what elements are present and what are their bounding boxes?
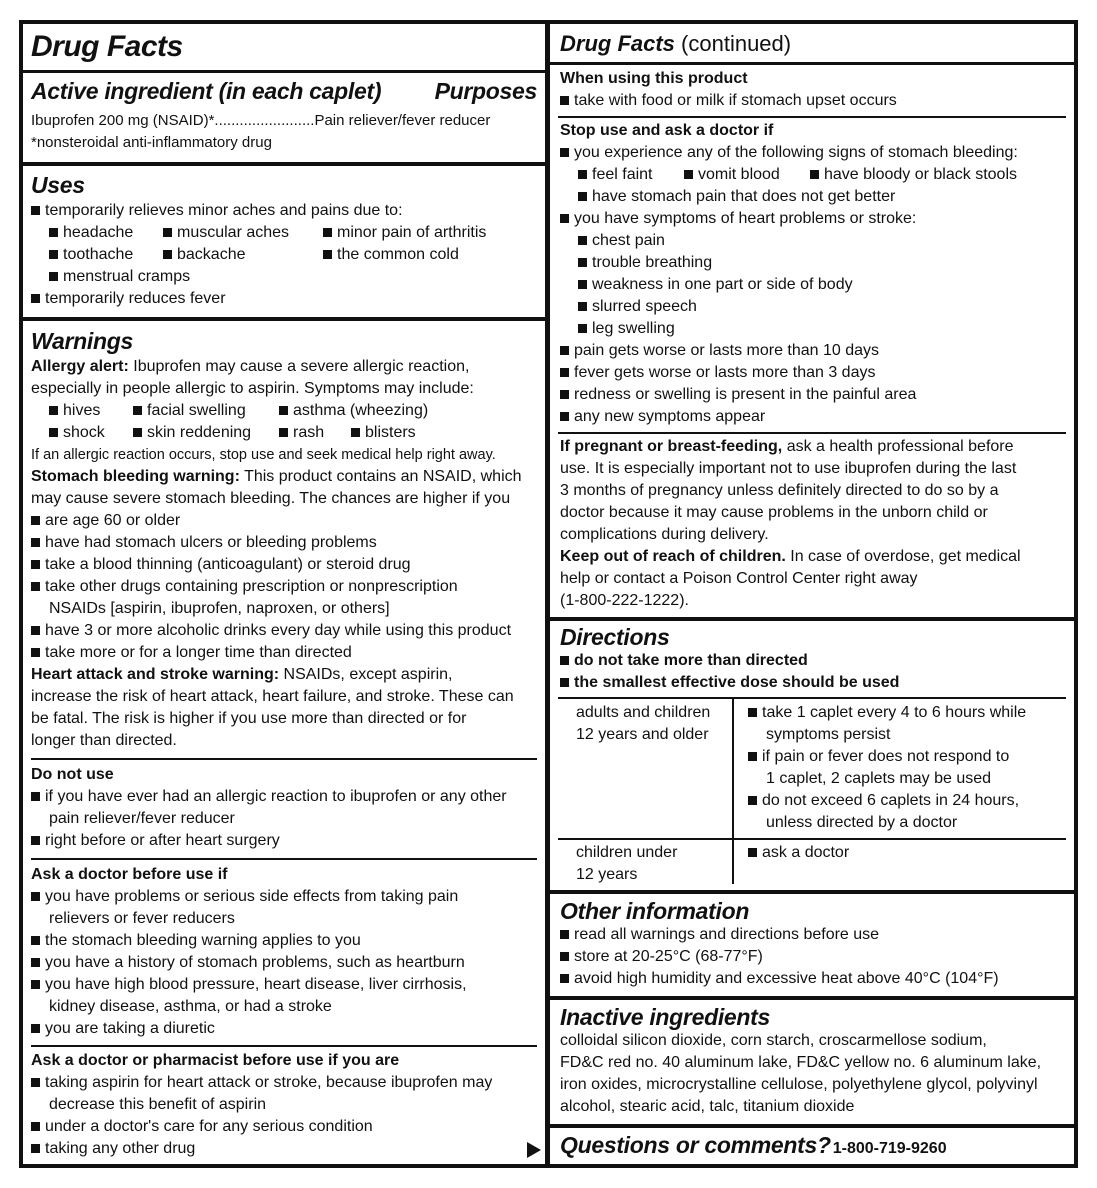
- dosage-instruction: take 1 caplet every 4 to 6 hours while: [748, 702, 1026, 724]
- stop-use-item: fever gets worse or lasts more than 3 days: [560, 362, 875, 384]
- heart-warning-line: longer than directed.: [31, 732, 177, 749]
- stop-use-sub-item: leg swelling: [578, 318, 675, 340]
- stop-use-item: redness or swelling is present in the painful area: [560, 384, 916, 406]
- uses-sub-item: minor pain of arthritis: [323, 222, 486, 244]
- pregnancy-line: If pregnant or breast-feeding, ask a health professional before: [560, 438, 1014, 455]
- divider: [550, 617, 1074, 621]
- divider: [23, 317, 545, 321]
- drug-facts-panel-right: [546, 20, 1078, 1168]
- uses-sub-item: the common cold: [323, 244, 459, 266]
- stop-use-item: you have symptoms of heart problems or stroke:: [560, 208, 916, 230]
- dosage-age-cell: 12 years and older: [576, 726, 709, 743]
- uses-sub-item: headache: [49, 222, 133, 244]
- divider: [550, 1124, 1074, 1128]
- stop-use-item: you experience any of the following signs of stomach bleeding:: [560, 142, 1018, 164]
- stop-use-sub-item: have stomach pain that does not get better: [578, 186, 895, 208]
- stomach-warning-line: may cause severe stomach bleeding. The chances are higher if you: [31, 490, 511, 507]
- allergy-alert-line: If an allergic reaction occurs, stop use and seek medical help right away.: [31, 447, 496, 463]
- allergy-alert-line: Allergy alert: Ibuprofen may cause a severe allergic reaction,: [31, 358, 470, 375]
- divider: [558, 432, 1066, 434]
- uses-sub-item: backache: [163, 244, 246, 266]
- active-ingredient-heading: Active ingredient (in each caplet): [31, 78, 382, 104]
- symptom-item: shock: [49, 422, 105, 444]
- stop-use-sub-item: vomit blood: [684, 164, 780, 186]
- ask-doctor-item: you are taking a diuretic: [31, 1018, 215, 1040]
- inactive-ingredients-line: colloidal silicon dioxide, corn starch, croscarmellose sodium,: [560, 1032, 987, 1049]
- divider: [23, 70, 545, 73]
- uses-item: temporarily relieves minor aches and pains due to:: [31, 200, 403, 222]
- other-info-heading: Other information: [560, 898, 750, 924]
- divider: [550, 890, 1074, 894]
- divider: [31, 858, 537, 860]
- stop-use-item: pain gets worse or lasts more than 10 days: [560, 340, 879, 362]
- stop-use-sub-item: trouble breathing: [578, 252, 712, 274]
- uses-heading: Uses: [31, 172, 85, 198]
- ask-pharmacist-item: taking aspirin for heart attack or stroke, because ibuprofen may: [31, 1072, 492, 1094]
- dosage-instruction: if pain or fever does not respond to: [748, 746, 1009, 768]
- allergy-alert-line: especially in people allergic to aspirin. Symptoms may include:: [31, 380, 474, 397]
- dosage-age-cell: 12 years: [576, 866, 638, 883]
- do-not-use-item: if you have ever had an allergic reaction to ibuprofen or any other: [31, 786, 507, 808]
- do-not-use-item-cont: pain reliever/fever reducer: [49, 810, 235, 827]
- symptom-item: blisters: [351, 422, 416, 444]
- stop-use-sub-item: slurred speech: [578, 296, 697, 318]
- keep-out-line: Keep out of reach of children. In case of overdose, get medical: [560, 548, 1021, 565]
- uses-item: temporarily reduces fever: [31, 288, 226, 310]
- dosage-instruction: ask a doctor: [748, 842, 849, 864]
- warnings-heading: Warnings: [31, 328, 133, 354]
- heart-warning-line: Heart attack and stroke warning: NSAIDs, except aspirin,: [31, 666, 453, 683]
- drug-facts-title: Drug Facts: [31, 30, 183, 63]
- divider: [23, 162, 545, 166]
- pregnancy-line: complications during delivery.: [560, 526, 769, 543]
- when-using-heading: When using this product: [560, 70, 748, 87]
- dosage-instruction: do not exceed 6 caplets in 24 hours,: [748, 790, 1019, 812]
- ingredient-line: Ibuprofen 200 mg (NSAID)*........................Pain reliever/fever reducer: [31, 112, 491, 129]
- directions-bullet: do not take more than directed: [560, 650, 808, 672]
- other-info-item: avoid high humidity and excessive heat above 40°C (104°F): [560, 968, 999, 990]
- dosage-age-cell: children under: [576, 844, 678, 861]
- ask-pharmacist-heading: Ask a doctor or pharmacist before use if you are: [31, 1052, 400, 1069]
- divider: [31, 1045, 537, 1047]
- ask-doctor-item: the stomach bleeding warning applies to you: [31, 930, 361, 952]
- drug-facts-panel-left: [19, 20, 549, 1168]
- pregnancy-line: doctor because it may cause problems in the unborn child or: [560, 504, 988, 521]
- stomach-item: have had stomach ulcers or bleeding problems: [31, 532, 377, 554]
- stop-use-sub-item: weakness in one part or side of body: [578, 274, 853, 296]
- ask-doctor-item-cont: kidney disease, asthma, or had a stroke: [49, 998, 332, 1015]
- dosage-instruction-cont: symptoms persist: [766, 726, 891, 743]
- continue-arrow-icon: [527, 1142, 541, 1158]
- stomach-warning-line: Stomach bleeding warning: This product contains an NSAID, which: [31, 468, 522, 485]
- dosage-age-cell: adults and children: [576, 704, 711, 721]
- other-info-item: read all warnings and directions before use: [560, 924, 879, 946]
- divider: [558, 116, 1066, 118]
- divider: [550, 62, 1074, 65]
- uses-sub-item: toothache: [49, 244, 133, 266]
- directions-heading: Directions: [560, 624, 670, 650]
- dosage-instruction-cont: 1 caplet, 2 caplets may be used: [766, 770, 992, 787]
- other-info-item: store at 20-25°C (68-77°F): [560, 946, 763, 968]
- inactive-ingredients-heading: Inactive ingredients: [560, 1004, 771, 1030]
- questions-line: Questions or comments? 1-800-719-9260: [560, 1132, 947, 1158]
- stomach-item: have 3 or more alcoholic drinks every day while using this product: [31, 620, 511, 642]
- ask-doctor-item: you have a history of stomach problems, such as heartburn: [31, 952, 465, 974]
- inactive-ingredients-line: iron oxides, microcrystalline cellulose, polyethylene glycol, polyvinyl: [560, 1076, 1038, 1093]
- when-using-item: take with food or milk if stomach upset occurs: [560, 90, 897, 112]
- table-rule: [558, 838, 1066, 840]
- symptom-item: asthma (wheezing): [279, 400, 428, 422]
- symptom-item: facial swelling: [133, 400, 246, 422]
- ask-doctor-heading: Ask a doctor before use if: [31, 866, 228, 883]
- divider: [550, 996, 1074, 1000]
- pregnancy-line: use. It is especially important not to use ibuprofen during the last: [560, 460, 1017, 477]
- stop-use-heading: Stop use and ask a doctor if: [560, 122, 774, 139]
- stomach-item: take a blood thinning (anticoagulant) or steroid drug: [31, 554, 411, 576]
- heart-warning-line: increase the risk of heart attack, heart failure, and stroke. These can: [31, 688, 514, 705]
- footnote: *nonsteroidal anti-inflammatory drug: [31, 134, 272, 151]
- dosage-instruction-cont: unless directed by a doctor: [766, 814, 958, 831]
- inactive-ingredients-line: alcohol, stearic acid, talc, titanium dioxide: [560, 1098, 855, 1115]
- keep-out-line: (1-800-222-1222).: [560, 592, 689, 609]
- ask-pharmacist-item-cont: decrease this benefit of aspirin: [49, 1096, 267, 1113]
- stop-use-sub-item: chest pain: [578, 230, 665, 252]
- stomach-item: are age 60 or older: [31, 510, 180, 532]
- stop-use-sub-item: have bloody or black stools: [810, 164, 1017, 186]
- do-not-use-item: right before or after heart surgery: [31, 830, 280, 852]
- pregnancy-line: 3 months of pregnancy unless definitely directed to do so by a: [560, 482, 999, 499]
- do-not-use-heading: Do not use: [31, 766, 114, 783]
- divider: [31, 758, 537, 760]
- table-rule: [558, 697, 1066, 699]
- symptom-item: hives: [49, 400, 100, 422]
- stomach-item: take more or for a longer time than directed: [31, 642, 352, 664]
- purposes-heading: Purposes: [434, 78, 537, 104]
- table-column-rule: [732, 698, 734, 884]
- symptom-item: rash: [279, 422, 324, 444]
- ask-doctor-item: you have high blood pressure, heart disease, liver cirrhosis,: [31, 974, 467, 996]
- ask-pharmacist-item: taking any other drug: [31, 1138, 195, 1160]
- heart-warning-line: be fatal. The risk is higher if you use more than directed or for: [31, 710, 467, 727]
- stop-use-item: any new symptoms appear: [560, 406, 765, 428]
- uses-sub-item: menstrual cramps: [49, 266, 190, 288]
- stomach-item: take other drugs containing prescription or nonprescription: [31, 576, 458, 598]
- stop-use-sub-item: feel faint: [578, 164, 652, 186]
- continued-title: Drug Facts (continued): [560, 31, 792, 56]
- ask-pharmacist-item: under a doctor's care for any serious condition: [31, 1116, 373, 1138]
- stomach-item-cont: NSAIDs [aspirin, ibuprofen, naproxen, or others]: [49, 600, 390, 617]
- ask-doctor-item: you have problems or serious side effects from taking pain: [31, 886, 458, 908]
- inactive-ingredients-line: FD&C red no. 40 aluminum lake, FD&C yellow no. 6 aluminum lake,: [560, 1054, 1042, 1071]
- keep-out-line: help or contact a Poison Control Center right away: [560, 570, 918, 587]
- ask-doctor-item-cont: relievers or fever reducers: [49, 910, 235, 927]
- directions-bullet: the smallest effective dose should be used: [560, 672, 899, 694]
- uses-sub-item: muscular aches: [163, 222, 289, 244]
- symptom-item: skin reddening: [133, 422, 251, 444]
